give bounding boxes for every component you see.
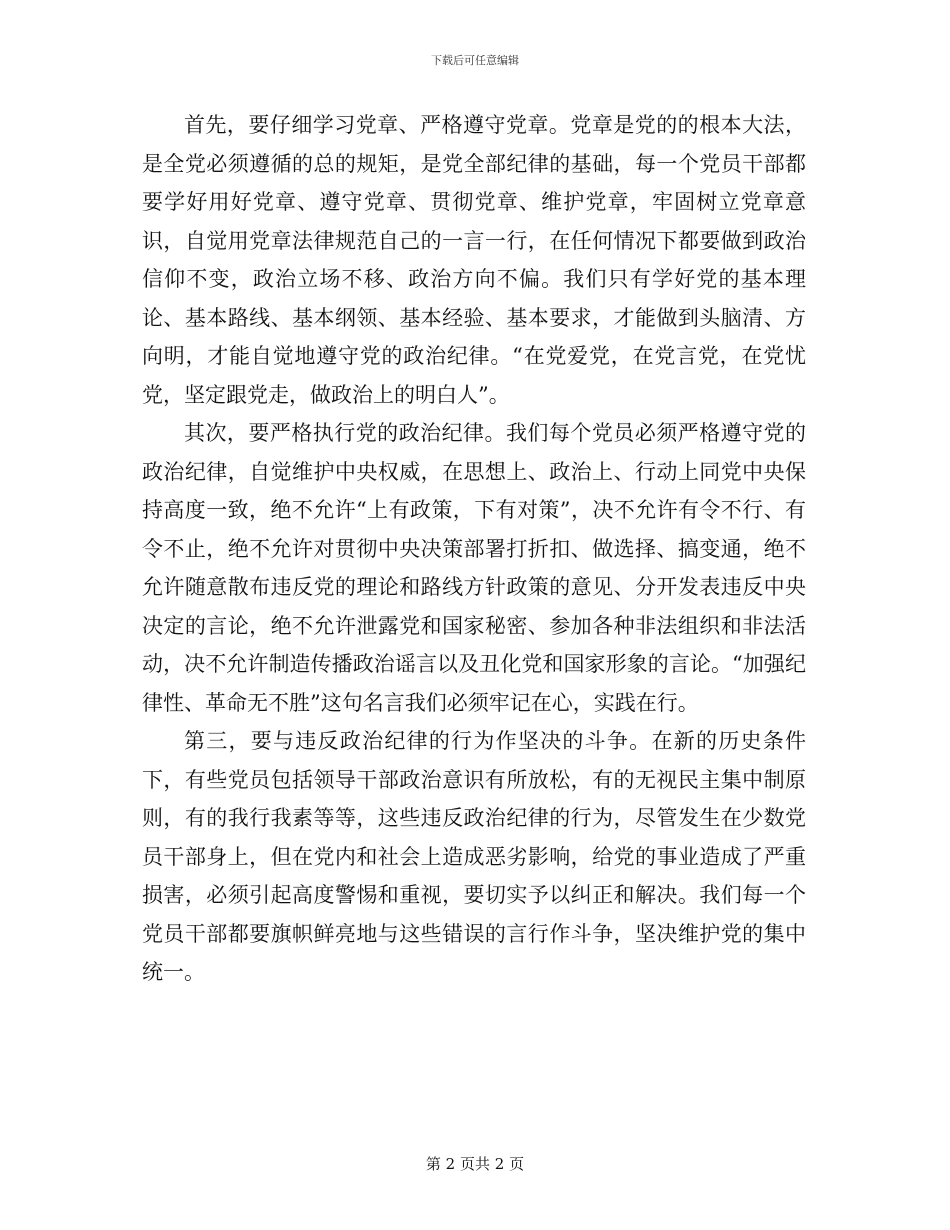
paragraph-first: 首先，要仔细学习党章、严格遵守党章。党章是党的的根本大法，是全党必须遵循的总的规矩，是党全部纪律的基础，每一个党员干部都要学好用好党章、遵守党章、贯彻党章、维护党章，牢固树立党章意识，自觉用党章法律规范自己的一言一行，在任何情况下都要做到政治信仰不变，政治立场不移、政治方向不偏。我们只有学好党的基本理论、基本路线、基本纲领、基本经验、基本要求，才能做到头脑清、方向明，才能自觉地遵守党的政治纪律。“在党爱党，在党言党，在党忧党，坚定跟党走，做政治上的明白人”。 (142, 113, 806, 407)
page-footer: 第 2 页共 2 页 (425, 1155, 525, 1173)
paragraph-second: 其次，要严格执行党的政治纪律。我们每个党员必须严格遵守党的政治纪律，自觉维护中央权威，在思想上、政治上、行动上同党中央保持高度一致，绝不允许“上有政策，下有对策”，决不允许有令不行、有令不止，绝不允许对贯彻中央决策部署打折扣、做选择、搞变通，绝不允许随意散布违反党的理论和路线方针政策的意见、分开发表违反中央决定的言论，绝不允许泄露党和国家秘密、参加各种非法组织和非法活动，决不允许制造传播政治谣言以及丑化党和国家形象的言论。“加强纪律性、革命无不胜”这句名言我们必须牢记在心，实践在行。 (142, 421, 806, 715)
paragraph-third: 第三，要与违反政治纪律的行为作坚决的斗争。在新的历史条件下，有些党员包括领导干部政治意识有所放松，有的无视民主集中制原则，有的我行我素等等，这些违反政治纪律的行为，尽管发生在少数党员干部身上，但在党内和社会上造成恶劣影响，给党的事业造成了严重损害，必须引起高度警惕和重视，要切实予以纠正和解决。我们每一个党员干部都要旗帜鲜亮地与这些错误的言行作斗争，坚决维护党的集中统一。 (142, 729, 806, 984)
document-body (142, 106, 806, 992)
page-header: 下载后可任意编辑 (431, 54, 519, 67)
